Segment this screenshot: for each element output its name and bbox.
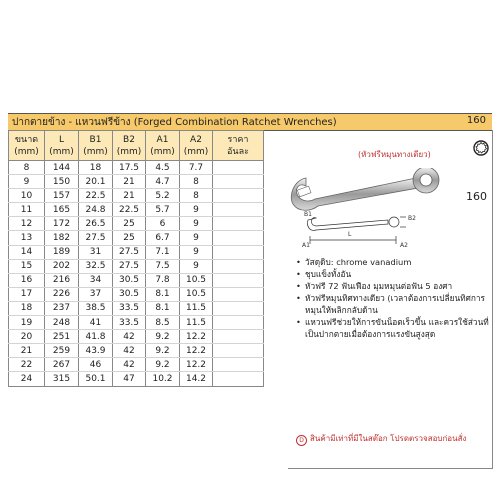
table-cell: 9.2 (146, 358, 180, 372)
table-cell (213, 273, 264, 287)
table-cell (213, 344, 264, 358)
column-header-line: อันละ (227, 146, 249, 157)
table-cell (213, 259, 264, 273)
table-cell (213, 372, 264, 386)
table-row (9, 259, 264, 273)
dimension-drawing (307, 217, 406, 244)
table-cell: 14.2 (180, 372, 213, 386)
table-row (9, 161, 264, 175)
table-row (9, 316, 264, 330)
table-cell: 33.5 (113, 301, 146, 315)
column-header-line: (mm) (116, 146, 142, 157)
column-header-line: B2 (123, 134, 135, 145)
table-row (9, 217, 264, 231)
table-cell: 8.1 (146, 287, 180, 301)
column-header-line: ขนาด (14, 134, 39, 145)
label-b2: B2 (408, 215, 416, 222)
table-cell: 37 (79, 287, 113, 301)
feature-item: • แหวนฟรีช่วยให้การขันน็อตเร็วขึ้น และควรใช้ส่วนที่เป็นปากตายเมื่อต้องการแรงขันสูงสุด (296, 316, 490, 340)
spec-table (8, 130, 264, 387)
table-cell: 18 (79, 161, 113, 175)
table-cell: 26.5 (79, 217, 113, 231)
table-row (9, 358, 264, 372)
table-cell: 9 (180, 203, 213, 217)
table-cell: 20 (9, 330, 45, 344)
table-cell: 7.1 (146, 245, 180, 259)
table-header-row (9, 131, 264, 161)
table-cell: 8.1 (146, 301, 180, 315)
table-cell: 9 (180, 217, 213, 231)
table-cell: 16 (9, 273, 45, 287)
table-row (9, 203, 264, 217)
table-cell (213, 287, 264, 301)
label-l: L (348, 231, 352, 238)
table-cell: 50.1 (79, 372, 113, 386)
table-cell: 10.5 (180, 273, 213, 287)
ratchet-note: (หัวฟรีหมุนทางเดียว) (358, 150, 431, 159)
page-title: ปากตายข้าง - แหวนฟรีข้าง (Forged Combination Ratchet Wrenches) (12, 117, 337, 128)
table-row (9, 245, 264, 259)
stock-note-text: สินค้ามีเท่าที่มีในสต๊อก โปรดตรวจสอบก่อนสั่ง (310, 434, 467, 443)
12-point-ring-icon (473, 140, 489, 156)
table-cell: 42 (113, 330, 146, 344)
table-cell: 8 (9, 161, 45, 175)
column-header-line: L (58, 134, 64, 145)
table-cell: 6.7 (146, 231, 180, 245)
table-cell: 9 (180, 231, 213, 245)
table-cell (213, 245, 264, 259)
table-cell: 38.5 (79, 301, 113, 315)
table-cell (213, 175, 264, 189)
table-cell: 9 (180, 245, 213, 259)
table-cell: 46 (79, 358, 113, 372)
table-cell: 9 (9, 175, 45, 189)
table-cell: 25 (113, 217, 146, 231)
table-cell: 165 (45, 203, 79, 217)
table-cell (213, 189, 264, 203)
table-cell: 27.5 (79, 231, 113, 245)
table-cell: 43.9 (79, 344, 113, 358)
table-cell: 315 (45, 372, 79, 386)
column-header (9, 131, 45, 161)
table-cell: 17.5 (113, 161, 146, 175)
table-cell: 202 (45, 259, 79, 273)
table-row (9, 231, 264, 245)
table-cell (213, 330, 264, 344)
column-header (113, 131, 146, 161)
table-cell: 10.2 (146, 372, 180, 386)
table-cell: 11 (9, 203, 45, 217)
table-cell: 25 (113, 231, 146, 245)
table-cell: 31 (79, 245, 113, 259)
table-cell: 11.5 (180, 316, 213, 330)
table-cell: 8 (180, 189, 213, 203)
label-b1: B1 (304, 211, 312, 218)
table-cell: 10.5 (180, 287, 213, 301)
label-a1: A1 (302, 242, 310, 248)
table-row (9, 301, 264, 315)
table-cell: 27.5 (113, 259, 146, 273)
table-cell: 17 (9, 287, 45, 301)
table-cell: 21 (113, 189, 146, 203)
column-header-line: A2 (190, 134, 202, 145)
table-cell: 226 (45, 287, 79, 301)
table-cell: 24 (9, 372, 45, 386)
table-cell (213, 316, 264, 330)
feature-item: • ชุบแข็งทั้งอัน (296, 268, 490, 280)
table-cell: 8 (180, 175, 213, 189)
page-number: 160 (466, 115, 486, 126)
table-row (9, 372, 264, 386)
table-cell: 30.5 (113, 287, 146, 301)
table-cell: 144 (45, 161, 79, 175)
column-header-line: ราคา (227, 134, 249, 145)
table-cell: 11.5 (180, 301, 213, 315)
table-cell: 41.8 (79, 330, 113, 344)
table-cell: 12.2 (180, 358, 213, 372)
table-cell: 22.5 (79, 189, 113, 203)
table-cell: 150 (45, 175, 79, 189)
stock-info-icon: D (296, 435, 307, 446)
table-cell: 18 (9, 301, 45, 315)
table-cell: 4.7 (146, 175, 180, 189)
table-cell: 189 (45, 245, 79, 259)
table-row (9, 287, 264, 301)
table-cell: 42 (113, 358, 146, 372)
table-cell: 20.1 (79, 175, 113, 189)
table-cell (213, 231, 264, 245)
table-cell (213, 161, 264, 175)
table-cell: 47 (113, 372, 146, 386)
table-row (9, 273, 264, 287)
table-cell (213, 217, 264, 231)
table-row (9, 344, 264, 358)
table-cell: 7.5 (146, 259, 180, 273)
table-row (9, 175, 264, 189)
table-cell: 6 (146, 217, 180, 231)
column-header (213, 131, 264, 161)
table-cell: 42 (113, 344, 146, 358)
table-cell: 32.5 (79, 259, 113, 273)
table-cell: 259 (45, 344, 79, 358)
column-header-line: (mm) (83, 146, 108, 157)
table-cell: 12.2 (180, 344, 213, 358)
table-cell: 15 (9, 259, 45, 273)
table-cell: 251 (45, 330, 79, 344)
wrench-photo (291, 168, 439, 210)
table-cell: 237 (45, 301, 79, 315)
table-cell: 157 (45, 189, 79, 203)
table-cell: 216 (45, 273, 79, 287)
table-cell: 5.7 (146, 203, 180, 217)
table-cell: 9.2 (146, 344, 180, 358)
feature-item: • หัวฟรีหมุนทิศทางเดียว (เวลาต้องการเปลี่ยนทิศการหมุนให้พลิกกลับด้าน (296, 292, 490, 316)
label-a2: A2 (400, 242, 408, 248)
table-cell: 22.5 (113, 203, 146, 217)
table-cell: 9.2 (146, 330, 180, 344)
table-cell: 41 (79, 316, 113, 330)
table-cell: 7.7 (180, 161, 213, 175)
table-cell (213, 358, 264, 372)
column-header-line: (mm) (14, 146, 39, 157)
table-cell: 10 (9, 189, 45, 203)
table-cell: 12.2 (180, 330, 213, 344)
table-cell: 24.8 (79, 203, 113, 217)
table-row (9, 189, 264, 203)
column-header (79, 131, 113, 161)
feature-item: • วัสดุดิบ: chrome vanadium (296, 256, 490, 268)
table-cell: 30.5 (113, 273, 146, 287)
table-cell: 4.5 (146, 161, 180, 175)
feature-item: • หัวฟรี 72 ฟันเฟือง มุมหมุนต่อฟัน 5 องศา (296, 280, 490, 292)
table-cell: 13 (9, 231, 45, 245)
column-header (146, 131, 180, 161)
table-cell: 7.8 (146, 273, 180, 287)
column-header-line: B1 (89, 134, 102, 145)
table-row (9, 330, 264, 344)
feature-list (296, 256, 490, 340)
model-number: 160 (466, 190, 487, 203)
table-cell: 172 (45, 217, 79, 231)
table-cell: 21 (113, 175, 146, 189)
column-header (180, 131, 213, 161)
stock-note (296, 432, 466, 446)
table-cell: 14 (9, 245, 45, 259)
table-cell: 8.5 (146, 316, 180, 330)
wrench-illustration (288, 168, 488, 248)
table-cell (213, 301, 264, 315)
table-cell: 33.5 (113, 316, 146, 330)
table-cell: 248 (45, 316, 79, 330)
table-cell: 27.5 (113, 245, 146, 259)
table-cell: 9 (180, 259, 213, 273)
table-cell: 21 (9, 344, 45, 358)
title-bar (8, 113, 492, 131)
table-cell: 267 (45, 358, 79, 372)
table-cell: 12 (9, 217, 45, 231)
table-cell (213, 203, 264, 217)
table-cell: 5.2 (146, 189, 180, 203)
column-header-line: (mm) (49, 146, 74, 157)
table-cell: 19 (9, 316, 45, 330)
table-body (9, 161, 264, 387)
table-cell: 182 (45, 231, 79, 245)
column-header-line: (mm) (183, 146, 209, 157)
column-header (45, 131, 79, 161)
column-header-line: (mm) (150, 146, 175, 157)
table-cell: 22 (9, 358, 45, 372)
table-cell: 34 (79, 273, 113, 287)
product-panel (288, 130, 493, 469)
column-header-line: A1 (156, 134, 169, 145)
